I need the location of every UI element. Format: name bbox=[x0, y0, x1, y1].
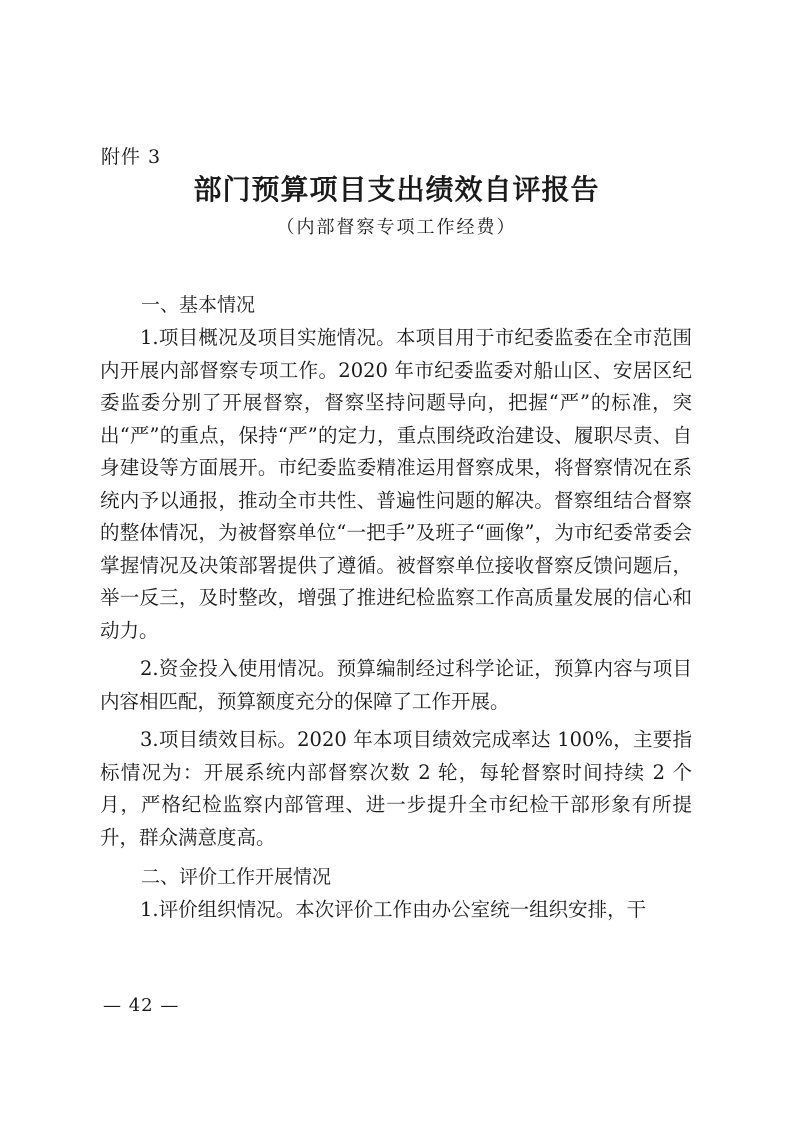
paragraph-project-overview: 1.项目概况及项目实施情况。本项目用于市纪委监委在全市范围内开展内部督察专项工作。2020 年市纪委监委对船山区、安居区纪委监委分别了开展督察，督察坚持问题导向，把握“严”的标准，突出“严”的重点，保持“严”的定力，重点围绕政治建设、履职尽责、自身建设等方面展开。市纪委监委精准运用督察成果，将督察情况在系统内予以通报，推动全市共性、普遍性问题的解决。督察组结合督察的整体情况，为被督察单位“一把手”及班子“画像”，为市纪委常委会掌握情况及决策部署提供了遵循。被督察单位接收督察反馈问题后，举一反三，及时整改，增强了推进纪检监察工作高质量发展的信心和动力。 bbox=[100, 326, 692, 642]
page-number: — 42 — bbox=[103, 995, 180, 1016]
section-basic-info bbox=[100, 288, 692, 854]
paragraph-evaluation-organization: 1.评价组织情况。本次评价工作由办公室统一组织安排，干 bbox=[140, 898, 647, 921]
report-subtitle: （内部督察专项工作经费） bbox=[276, 217, 517, 238]
paragraph-performance-goals: 3.项目绩效目标。2020 年本项目绩效完成率达 100%，主要指标情况为：开展系统内部督察次数 2 轮，每轮督察时间持续 2 个月，严格纪检监察内部管理、进一步提升全市纪检干部形象有所提升，群众满意度高。 bbox=[100, 728, 692, 849]
attachment-label: 附件 3 bbox=[101, 146, 162, 168]
section-heading: 二、评价工作开展情况 bbox=[141, 866, 332, 888]
report-title: 部门预算项目支出绩效自评报告 bbox=[193, 173, 600, 206]
section-evaluation-work bbox=[100, 860, 692, 927]
report-body bbox=[100, 288, 692, 927]
paragraph-funding-usage: 2.资金投入使用情况。预算编制经过科学论证，预算内容与项目内容相匹配，预算额度充分的保障了工作开展。 bbox=[100, 657, 692, 713]
section-heading: 一、基本情况 bbox=[141, 294, 256, 316]
